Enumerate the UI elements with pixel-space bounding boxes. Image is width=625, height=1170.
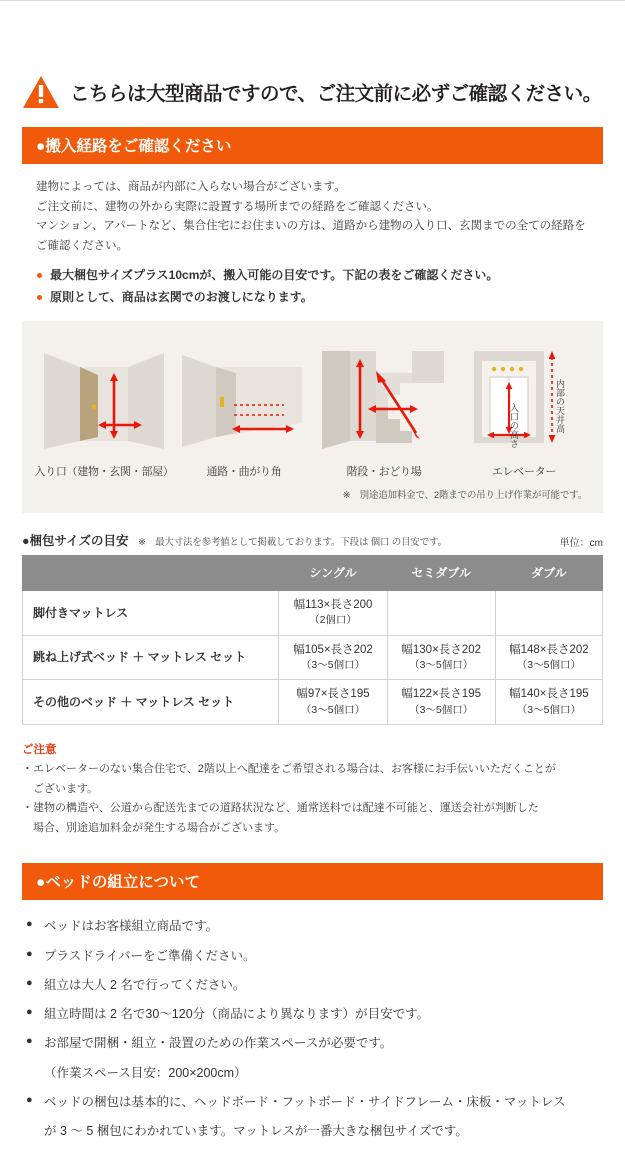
route-paragraph-3: マンション、アパートなど、集合住宅にお住まいの方は、道路から建物の入り口、玄関までの全ての経路を xyxy=(36,220,586,233)
cell-main: 幅130×長さ202 xyxy=(401,643,481,656)
packing-table-title-note: ※ 最大寸法を参考値として掲載しております。下段は 個口 の目安です。 xyxy=(138,536,447,548)
cell-legged-semidouble xyxy=(387,590,495,635)
cell-liftup-semidouble xyxy=(387,635,495,680)
route-bullet-list xyxy=(36,266,601,307)
cell-main: 幅105×長さ202 xyxy=(293,643,373,656)
route-diagram-row xyxy=(22,337,603,479)
cell-legged-single xyxy=(279,590,387,635)
assembly-item-5: ● お部屋で開梱・組立・設置のための作業スペースが必要です。 xyxy=(26,1033,605,1053)
table-header-blank xyxy=(23,555,279,590)
assembly-list xyxy=(0,900,625,1170)
caution-line-3: ・建物の構造や、公道から配送先までの道路状況など、通常送料では配達不可能と、運送会社が判断した xyxy=(22,802,539,815)
assembly-item-6-cont: が 3 〜 5 梱包にわかれています。マットレスが一番大きな梱包サイズです。 xyxy=(44,1124,468,1139)
cell-main: 幅140×長さ195 xyxy=(509,688,589,701)
table-header-single: シングル xyxy=(279,555,387,590)
diagram-cell-elevator xyxy=(456,337,592,479)
assembly-item-5-note: （作業スペース目安：200×200cm） xyxy=(44,1065,247,1080)
table-row xyxy=(23,680,603,725)
caution-heading: ご注意 xyxy=(22,743,57,756)
route-bullet-2: 原則として、商品は玄関でのお渡しになります。 xyxy=(36,288,601,307)
route-paragraph-2: ご注文前に、建物の外から実際に設置する場所までの経路をご確認ください。 xyxy=(36,200,439,213)
elevator-illustration xyxy=(456,337,592,455)
section-heading-bed-assembly: ●ベッドの組立について xyxy=(22,863,603,900)
cell-main: 幅122×長さ195 xyxy=(401,688,481,701)
diagram-caption-elevator: エレベーター xyxy=(491,465,557,478)
cell-other-single xyxy=(279,680,387,725)
diagram-cell-corridor xyxy=(176,337,312,479)
packing-table-title xyxy=(22,531,447,549)
doorway-illustration xyxy=(36,337,172,455)
section-heading-delivery-route: ●搬入経路をご確認ください xyxy=(22,127,603,164)
route-paragraph-1: 建物によっては、商品が内部に入らない場合がございます。 xyxy=(36,181,346,193)
assembly-item-6: ● ベッドの梱包は基本的に、ヘッドボード・フットボード・サイドフレーム・床板・マットレス xyxy=(26,1092,605,1112)
diagram-caption-stairs: 階段・おどり場 xyxy=(346,465,422,478)
stairs-landing-illustration xyxy=(316,337,452,455)
row-label-legged-mattress: 脚付きマットレス xyxy=(23,590,279,635)
table-header-row xyxy=(23,555,603,590)
cell-sub: （2個口） xyxy=(309,614,357,627)
cell-sub: （3〜5個口） xyxy=(516,703,581,716)
cell-sub: （3〜5個口） xyxy=(409,703,474,716)
route-diagram-panel xyxy=(22,321,603,513)
assembly-item-3: ● 組立は大人 2 名で行ってください。 xyxy=(26,975,605,995)
assembly-item-1: ● ベッドはお客様組立商品です。 xyxy=(26,916,605,936)
row-label-liftup-bed-set: 跳ね上げ式ベッド ＋ マットレス セット xyxy=(23,635,279,680)
page-title: こちらは大型商品ですので、ご注文前に必ずご確認ください。 xyxy=(70,83,602,105)
cell-main: 幅97×長さ195 xyxy=(296,688,370,701)
cell-liftup-single xyxy=(279,635,387,680)
assembly-item-2: ● プラスドライバーをご準備ください。 xyxy=(26,946,605,966)
packing-table-unit: 単位：cm xyxy=(559,537,603,549)
caution-line-2: ございます。 xyxy=(22,782,99,795)
caution-line-4: 場合、別途追加料金が発生する場合がございます。 xyxy=(22,821,286,834)
table-row xyxy=(23,635,603,680)
svg-text:内部の天井高: 内部の天井高 xyxy=(555,378,565,433)
cell-liftup-double xyxy=(495,635,602,680)
corridor-corner-illustration xyxy=(176,337,312,455)
route-bullet-1: 最大梱包サイズプラス10cmが、搬入可能の目安です。下記の表をご確認ください。 xyxy=(36,266,601,285)
cell-sub: （3〜5個口） xyxy=(516,659,581,672)
row-label-other-bed-set: その他のベッド ＋ マットレス セット xyxy=(23,680,279,725)
caution-block xyxy=(0,725,625,837)
svg-text:入口の高さ: 入口の高さ xyxy=(509,402,519,448)
cell-main: 幅148×長さ202 xyxy=(509,643,589,656)
cell-other-semidouble xyxy=(387,680,495,725)
packing-table-title-text: ●梱包サイズの目安 xyxy=(22,533,129,548)
route-paragraph-4: ご確認ください。 xyxy=(36,239,128,252)
cell-sub: （3〜5個口） xyxy=(300,659,366,672)
warning-triangle-icon xyxy=(22,75,60,109)
diagram-footnote: ※ 別途追加料金で、2階までの吊り上げ作業が可能です。 xyxy=(342,489,587,501)
table-row xyxy=(23,590,603,635)
cell-legged-double xyxy=(495,590,602,635)
diagram-caption-doorway: 入り口（建物・玄関・部屋） xyxy=(34,465,174,478)
packing-size-table xyxy=(22,555,603,725)
caution-line-1: ・エレベーターのない集合住宅で、2階以上へ配達をご希望される場合は、お客様にお手伝いいただくことが xyxy=(22,762,556,775)
page-title-row xyxy=(0,1,625,109)
cell-other-double xyxy=(495,680,602,725)
assembly-item-4: ● 組立時間は 2 名で30〜120分（商品により異なります）が目安です。 xyxy=(26,1004,605,1024)
diagram-caption-corridor: 通路・曲がり角 xyxy=(206,465,282,478)
diagram-cell-stairs xyxy=(316,337,452,479)
table-header-double: ダブル xyxy=(495,555,602,590)
cell-sub: （3〜5個口） xyxy=(300,703,366,716)
diagram-cell-doorway xyxy=(36,337,172,479)
cell-sub: （3〜5個口） xyxy=(409,659,474,672)
table-header-semidouble: セミダブル xyxy=(387,555,495,590)
cell-main: 幅113×長さ200 xyxy=(293,598,373,611)
packing-table-header-row xyxy=(0,513,625,549)
delivery-route-body xyxy=(0,164,625,307)
